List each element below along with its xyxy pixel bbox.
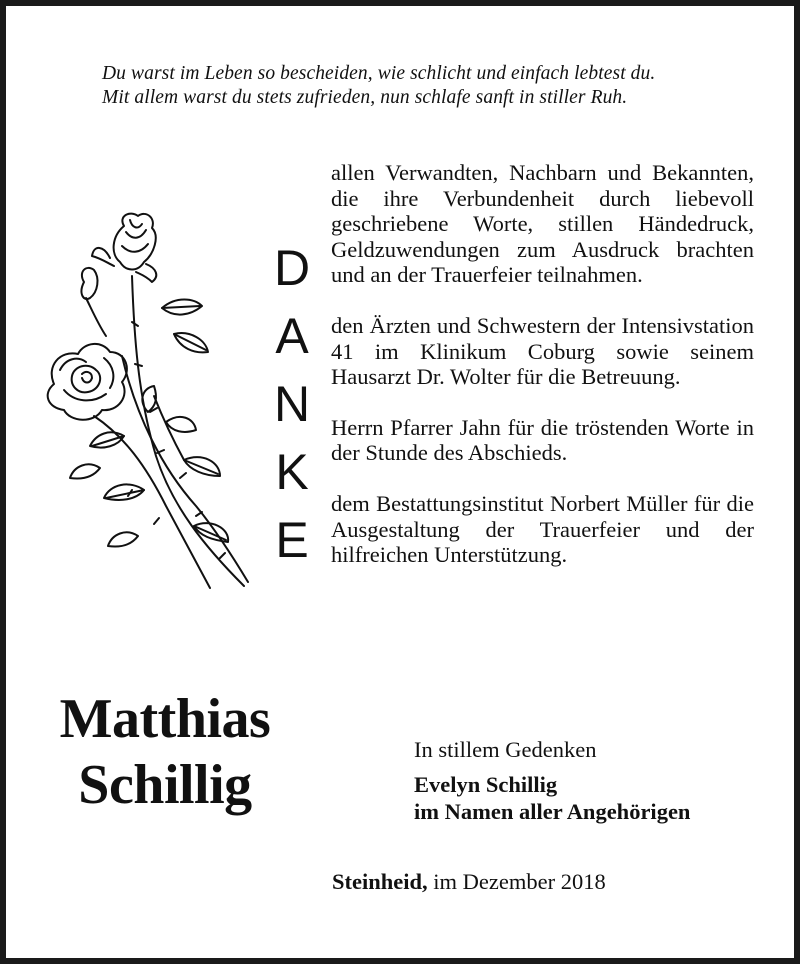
motto-verse xyxy=(102,62,762,110)
danke-letter: A xyxy=(275,308,309,364)
thanks-paragraph-doctors: den Ärzten und Schwestern der Intensivstation 41 im Klinikum Coburg sowie seinem Hausarzt Dr. Wolter für die Betreuung. xyxy=(331,312,754,390)
rose-drawing-icon xyxy=(34,206,264,598)
danke-letter: N xyxy=(273,376,311,432)
danke-letter: K xyxy=(275,444,309,500)
deceased-first-name: Matthias xyxy=(59,688,271,750)
deceased-last-name: Schillig xyxy=(78,754,252,816)
signer-name: Evelyn Schillig xyxy=(414,772,558,797)
memorial-intro: In stillem Gedenken xyxy=(414,737,597,762)
place: Steinheid, xyxy=(332,869,428,894)
signer-note: im Namen aller Angehörigen xyxy=(414,799,691,824)
thanks-paragraph-funeral-home: dem Bestattungsinstitut Norbert Müller für die Ausgestaltung der Trauerfeier und der hilfreichen Unterstützung. xyxy=(331,490,754,568)
memorial-signature xyxy=(414,736,774,825)
deceased-name xyxy=(34,686,296,818)
thanks-text xyxy=(331,160,754,593)
danke-vertical-word xyxy=(260,234,324,574)
thanks-paragraph-relatives: allen Verwandten, Nachbarn und Bekannten, die ihre Verbundenheit durch liebevoll geschriebene Worte, stillen Händedruck, Geldzuwendungen zum Ausdruck brachten und an der Trauerfeier teilnahmen. xyxy=(331,160,754,288)
place-and-date xyxy=(332,868,762,896)
danke-letter: E xyxy=(275,512,309,568)
motto-line-1: Du warst im Leben so bescheiden, wie schlicht und einfach lebtest du. xyxy=(102,63,656,84)
motto-line-2: Mit allem warst du stets zufrieden, nun schlafe sanft in stiller Ruh. xyxy=(102,87,628,108)
date: im Dezember 2018 xyxy=(433,869,606,894)
danke-letter: D xyxy=(273,240,311,296)
thanks-paragraph-pastor: Herrn Pfarrer Jahn für die tröstenden Worte in der Stunde des Abschieds. xyxy=(331,414,754,466)
